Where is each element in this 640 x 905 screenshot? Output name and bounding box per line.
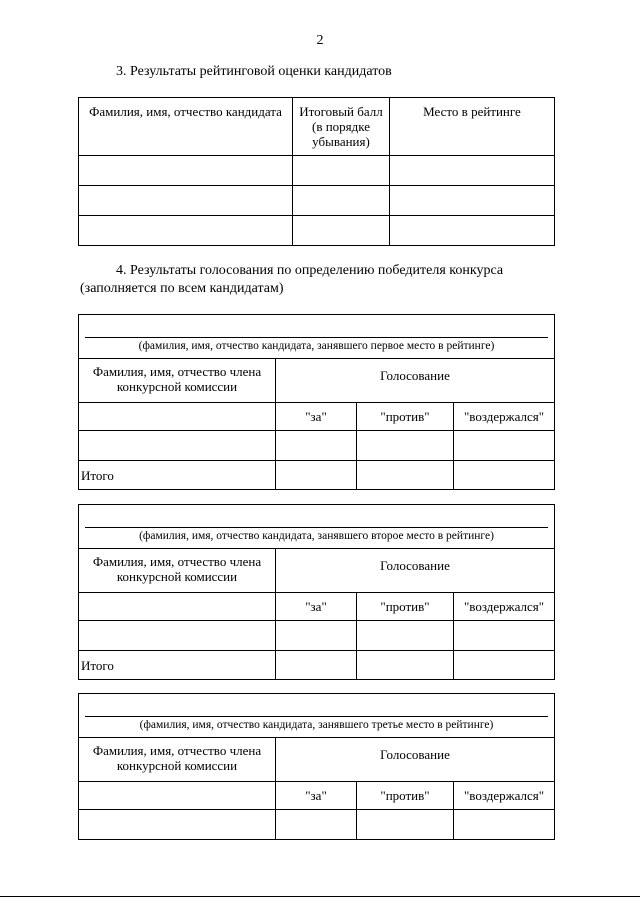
vote-against-label: "против": [357, 593, 454, 621]
rating-cell[interactable]: [79, 156, 293, 186]
section-4-heading-line2: (заполняется по всем кандидатам): [80, 281, 284, 296]
voting-header-row: [79, 738, 555, 782]
rating-cell[interactable]: [390, 186, 555, 216]
candidate-name-line: [85, 716, 548, 717]
rank-header-text: Место в рейтинге: [423, 104, 521, 119]
total-score-header: [293, 98, 390, 156]
vote-against-label: "против": [357, 782, 454, 810]
vote-cell[interactable]: [454, 810, 555, 840]
member-name-cell[interactable]: [79, 593, 276, 621]
vote-cell[interactable]: [276, 431, 357, 461]
vote-cell[interactable]: [276, 621, 357, 651]
vote-row: [79, 431, 555, 461]
vote-cell[interactable]: [357, 810, 454, 840]
rating-cell[interactable]: [293, 216, 390, 246]
total-cell[interactable]: [357, 461, 454, 490]
voting-table-second-place: [78, 504, 555, 680]
candidate-name-field[interactable]: [79, 694, 555, 738]
voting-header: [276, 738, 555, 782]
member-name-header: [79, 549, 276, 593]
member-name-cell[interactable]: [79, 403, 276, 431]
rating-cell[interactable]: [79, 216, 293, 246]
vote-row: [79, 810, 555, 840]
vote-abstain-label: "воздержался": [454, 593, 555, 621]
total-row: [79, 461, 555, 490]
member-name-header: [79, 738, 276, 782]
voting-header-text: Голосование: [380, 368, 450, 383]
total-score-header-line3: убывания): [312, 134, 370, 149]
total-row: [79, 651, 555, 680]
vote-for-label: "за": [276, 403, 357, 431]
voting-header-text: Голосование: [380, 558, 450, 573]
rating-cell[interactable]: [390, 156, 555, 186]
vote-cell[interactable]: [276, 810, 357, 840]
candidate-caption-row: [79, 694, 555, 738]
total-cell[interactable]: [454, 461, 555, 490]
section-4-heading: [80, 262, 550, 298]
voting-header: [276, 359, 555, 403]
vote-for-label: "за": [276, 593, 357, 621]
total-cell[interactable]: [357, 651, 454, 680]
candidate-name-field[interactable]: [79, 505, 555, 549]
member-header-line2: конкурсной комиссии: [116, 379, 238, 394]
total-score-header-line2: (в порядке: [311, 119, 371, 134]
member-name-cell[interactable]: [79, 782, 276, 810]
member-name-cell[interactable]: [79, 431, 276, 461]
rating-header-row: [79, 98, 555, 156]
voting-table-third-place: [78, 693, 555, 840]
total-label: Итого: [79, 461, 276, 490]
member-name-cell[interactable]: [79, 810, 276, 840]
candidate-name-line: [85, 527, 548, 528]
member-header-line1: Фамилия, имя, отчество члена: [92, 743, 262, 758]
rating-row: [79, 156, 555, 186]
rating-cell[interactable]: [293, 186, 390, 216]
candidate-caption: (фамилия, имя, отчество кандидата, занявшего третье место в рейтинге): [139, 719, 494, 731]
section-4-heading-line1: 4. Результаты голосования по определению победителя конкурса: [116, 263, 504, 278]
member-header-line2: конкурсной комиссии: [116, 758, 238, 773]
member-header-line1: Фамилия, имя, отчество члена: [92, 554, 262, 569]
rating-cell[interactable]: [293, 156, 390, 186]
vote-cell[interactable]: [357, 621, 454, 651]
vote-against-label: "против": [357, 403, 454, 431]
member-name-cell[interactable]: [79, 621, 276, 651]
page-number: 2: [316, 33, 324, 48]
voting-header-row: [79, 549, 555, 593]
rank-header: [390, 98, 555, 156]
candidate-caption: (фамилия, имя, отчество кандидата, занявшего второе место в рейтинге): [139, 530, 494, 542]
vote-cell[interactable]: [454, 431, 555, 461]
voting-header: [276, 549, 555, 593]
vote-labels-row: [79, 782, 555, 810]
rating-row: [79, 186, 555, 216]
voting-header-row: [79, 359, 555, 403]
candidate-caption-row: [79, 315, 555, 359]
member-header-line1: Фамилия, имя, отчество члена: [92, 364, 262, 379]
rating-row: [79, 216, 555, 246]
voting-table-first-place: [78, 314, 555, 490]
candidate-name-line: [85, 337, 548, 338]
vote-labels-row: [79, 403, 555, 431]
page-bottom-rule: [0, 896, 640, 897]
section-3-heading: 3. Результаты рейтинговой оценки кандидатов: [116, 64, 392, 79]
vote-cell[interactable]: [357, 431, 454, 461]
candidate-caption: (фамилия, имя, отчество кандидата, занявшего первое место в рейтинге): [138, 340, 495, 352]
rating-cell[interactable]: [79, 186, 293, 216]
total-score-header-line1: Итоговый балл: [299, 104, 383, 119]
vote-row: [79, 621, 555, 651]
candidate-caption-row: [79, 505, 555, 549]
vote-abstain-label: "воздержался": [454, 403, 555, 431]
vote-for-label: "за": [276, 782, 357, 810]
total-label: Итого: [79, 651, 276, 680]
candidate-name-header: [79, 98, 293, 156]
voting-header-text: Голосование: [380, 747, 450, 762]
candidate-name-field[interactable]: [79, 315, 555, 359]
vote-cell[interactable]: [454, 621, 555, 651]
total-cell[interactable]: [276, 651, 357, 680]
rating-cell[interactable]: [390, 216, 555, 246]
candidate-name-header-text: Фамилия, имя, отчество кандидата: [89, 104, 282, 119]
rating-results-table: [78, 97, 555, 246]
member-name-header: [79, 359, 276, 403]
total-cell[interactable]: [276, 461, 357, 490]
vote-abstain-label: "воздержался": [454, 782, 555, 810]
member-header-line2: конкурсной комиссии: [116, 569, 238, 584]
total-cell[interactable]: [454, 651, 555, 680]
vote-labels-row: [79, 593, 555, 621]
